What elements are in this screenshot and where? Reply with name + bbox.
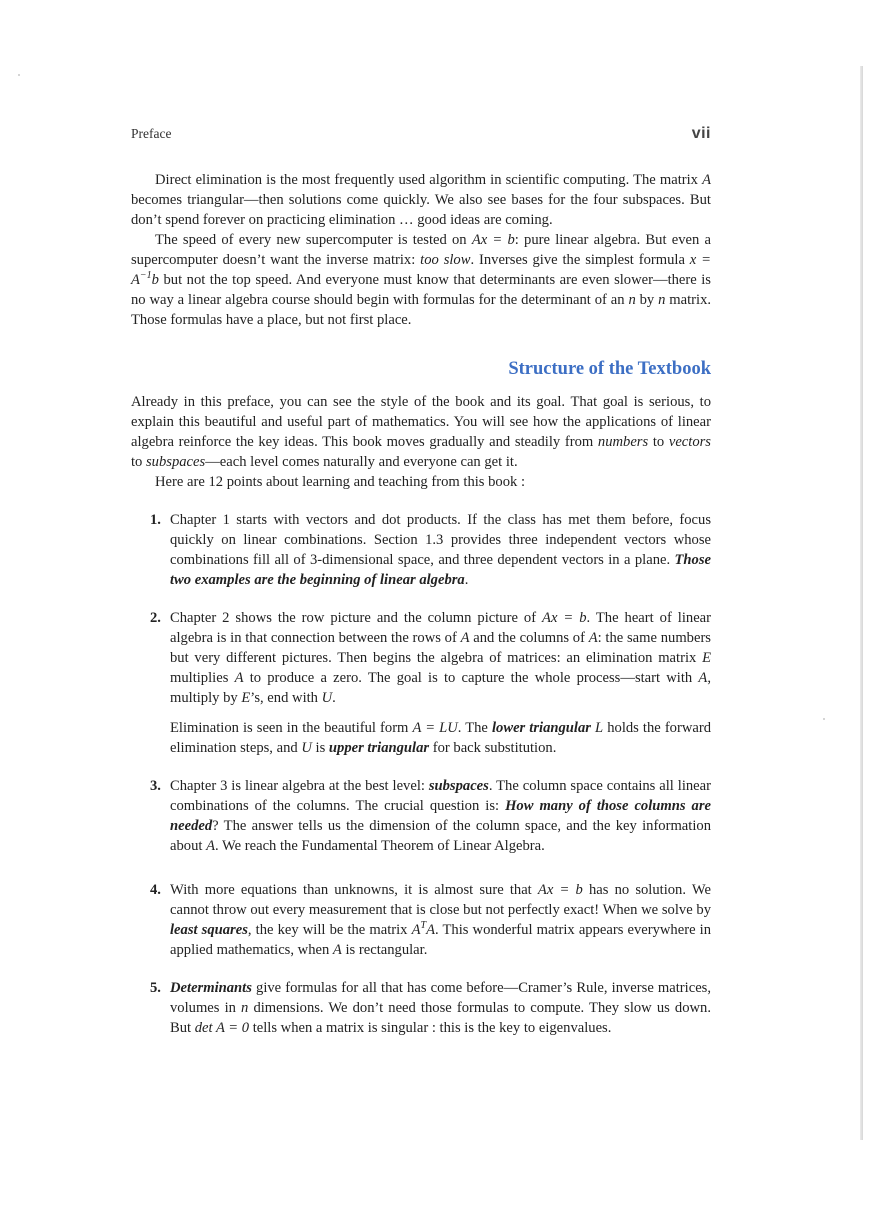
list-item: 4. With more equations than unknowns, it is almost sure that Ax = b has no solution. We cannot throw out every measurement that is close but not perfectly exact! When we solve by least squares, the key will be the matrix $A^TA$. This wonderful matrix appears everywhere in applied mathematics, when A is rectangular. [150, 882, 712, 958]
page-body [131, 124, 711, 1056]
paragraph-supercomputer: The speed of every new supercomputer is tested on Ax = b: pure linear algebra. But even a supercomputer doesn’t want the inverse matrix: too slow. Inverses give the simplest formula $x = A^{-1}b$ but not the top speed. And everyone must know that determinants are even slower—there is no way a linear algebra course should begin with formulas for the determinant of an n by n matrix. Those formulas have a place, but not first place. [131, 232, 712, 328]
bold-emphasis: Determinants [170, 980, 252, 996]
math-inverse-formula: $x = A^{-1}b$ [131, 252, 711, 288]
list-item: 5. Determinants give formulas for all that has come before—Cramer’s Rule, inverse matrices, volumes in n dimensions. We don’t need those formulas to compute. They slow us down. But det A = 0 tells when a matrix is singular : this is the key to eigenvalues. [150, 980, 711, 1036]
scan-speck [823, 718, 825, 720]
page-number: vii [691, 125, 711, 142]
list-item: 2. Chapter 2 shows the row picture and the column picture of Ax = b. The heart of linear algebra is in that connection between the rows of A and the columns of A: the same numbers but very different pictures. Then begins the algebra of matrices: an elimination matrix E multiplies A to produce a zero. The goal is to capture the whole process—start with A, multiply by E’s, end with U. Elimination is seen in the beautiful form A = LU. The lower triangular L holds the forward elimination steps, and U is upper triangular for back substitution. [150, 610, 712, 756]
bold-emphasis: How many of those columns are needed [170, 798, 711, 834]
page-edge-shadow [860, 66, 863, 1140]
section-heading: Structure of the Textbook [508, 359, 711, 379]
page-header [131, 124, 711, 146]
list-number: 2. [150, 610, 161, 626]
paragraph-elimination: Direct elimination is the most frequently used algorithm in scientific computing. The matrix A becomes triangular—then solutions come quickly. We also see bases for the four subspaces. But don’t spend forever on practicing elimination … good ideas are coming. [131, 172, 711, 228]
numbered-points-list [131, 510, 711, 1038]
bold-emphasis: upper triangular [328, 740, 430, 756]
math-axb: Ax = b [471, 232, 515, 248]
scan-speck [18, 74, 20, 76]
list-item: 3. Chapter 3 is linear algebra at the best level: subspaces. The column space contains all linear combinations of the columns. The crucial question is: How many of those columns are needed? The answer tells us the dimension of the column space, and the key information about A. We reach the Fundamental Theorem of Linear Algebra. [150, 778, 711, 854]
emphasis-too-slow: too slow [420, 252, 471, 268]
list-item: 1. Chapter 1 starts with vectors and dot products. If the class has met them before, focus quickly on linear combinations. Section 1.3 provides three independent vectors whose combinations fill all of 3-dimensional space, and three dependent vectors in a plane. Those two examples are the beginning of linear algebra. [150, 512, 711, 588]
list-number: 3. [150, 778, 161, 794]
bold-emphasis: Those two examples are the beginning of linear algebra [170, 552, 711, 588]
bold-emphasis: lower triangular [491, 720, 591, 736]
running-title: Preface [131, 126, 172, 141]
paragraph-points-intro: Here are 12 points about learning and teaching from this book : [155, 474, 526, 490]
list-number: 1. [150, 512, 161, 528]
bold-emphasis: subspaces [428, 778, 489, 794]
bold-emphasis: least squares [170, 922, 248, 938]
math-ata: $A^TA$ [411, 920, 435, 938]
paragraph-structure: Already in this preface, you can see the style of the book and its goal. That goal is serious, to explain this beautiful and useful part of mathematics. You will see how the applications of linear algebra reinforce the key ideas. This book moves gradually and steadily from numbers to vectors to subspaces—each level comes naturally and everyone can get it. [131, 394, 711, 470]
math-det: det A = 0 [194, 1020, 250, 1036]
list-number: 5. [150, 980, 161, 996]
list-number: 4. [150, 882, 161, 898]
math-A: A [702, 172, 711, 188]
